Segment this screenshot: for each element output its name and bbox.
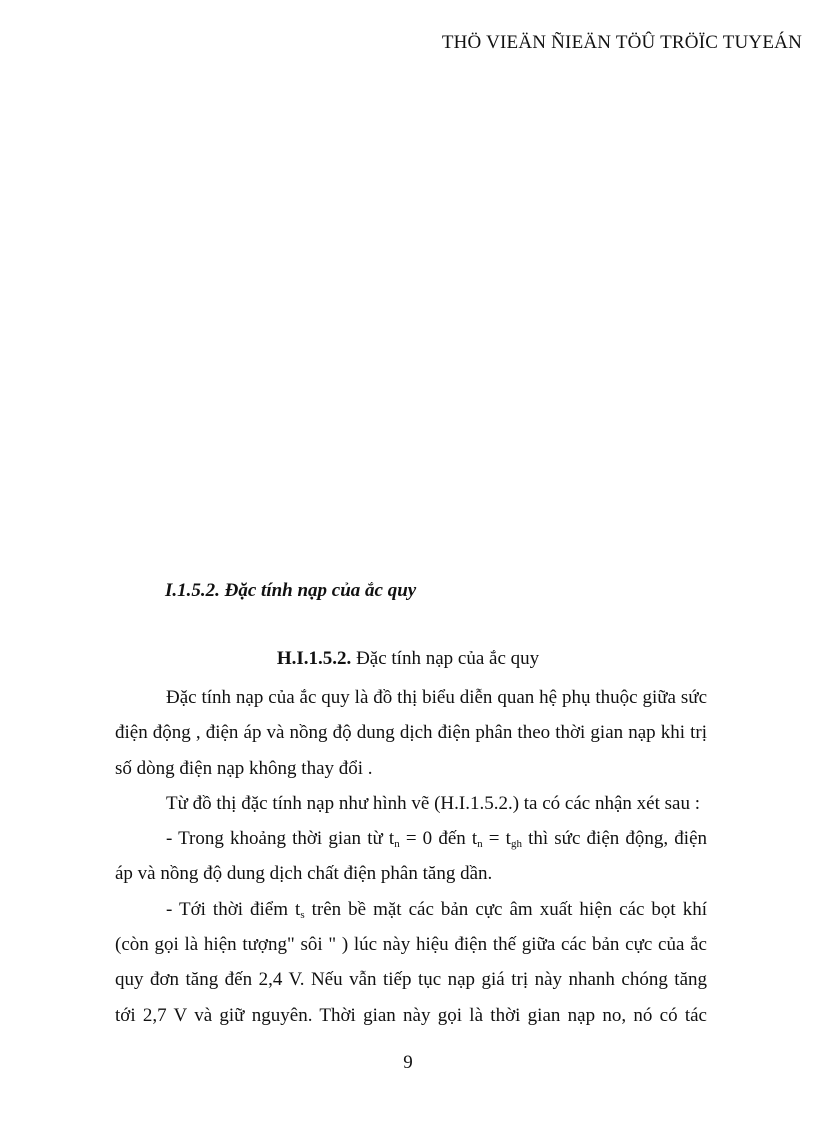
paragraph-3-line-2: áp và nồng độ dung dịch chất điện phân tăng dần. <box>115 863 493 885</box>
p3-subscript-3: gh <box>510 838 522 851</box>
figure-caption-number: H.I.1.5.2. <box>276 648 352 669</box>
page-number: 9 <box>403 1052 413 1073</box>
p3-text-b: = 0 đến t <box>399 828 478 850</box>
figure-caption-text: Đặc tính nạp của ắc quy <box>351 648 540 669</box>
p4-subscript-1: s <box>300 908 305 921</box>
paragraph-2-line-1: Từ đồ thị đặc tính nạp như hình vẽ (H.I.1.5.2.) ta có các nhận xét sau : <box>166 792 700 814</box>
p3-subscript-2: n <box>477 838 483 851</box>
p3-subscript-1: n <box>394 838 400 851</box>
paragraph-4-line-3: quy đơn tăng đến 2,4 V. Nếu vẫn tiếp tục nạp giá trị này nhanh chóng tăng <box>115 969 707 991</box>
p3-text-a: - Trong khoảng thời gian từ t <box>166 828 395 850</box>
p3-text-c: = t <box>482 828 511 850</box>
paragraph-1-line-1: Đặc tính nạp của ắc quy là đồ thị biểu diễn quan hệ phụ thuộc giữa sức <box>166 687 707 708</box>
figure-area <box>165 80 705 560</box>
paragraph-1-line-3: số dòng điện nạp không thay đổi . <box>115 757 373 779</box>
body-text <box>115 680 707 1033</box>
p4-text-b: trên bề mặt các bản cực âm xuất hiện các bọt khí <box>304 898 707 920</box>
section-heading: I.1.5.2. Đặc tính nạp của ắc quy <box>165 580 417 601</box>
paragraph-4-line-4: tới 2,7 V và giữ nguyên. Thời gian này gọi là thời gian nạp no, nó có tác <box>115 1004 707 1026</box>
paragraph-4-line-1 <box>115 892 707 927</box>
paragraph-4-line-2: (còn gọi là hiện tượng" sôi " ) lúc này hiệu điện thế giữa các bản cực của ắc <box>115 934 707 956</box>
paragraph-3-line-1 <box>115 821 707 856</box>
p4-text-a: - Tới thời điểm t <box>166 898 301 920</box>
page-header: THÖ VIEÄN ÑIEÄN TÖÛ TRÖÏC TUYEÁN <box>441 32 802 53</box>
figure-caption <box>0 648 816 670</box>
paragraph-1-line-2: điện động , điện áp và nồng độ dung dịch điện phân theo thời gian nạp khi trị <box>115 722 707 744</box>
p3-text-d: thì sức điện động, điện <box>521 828 707 850</box>
